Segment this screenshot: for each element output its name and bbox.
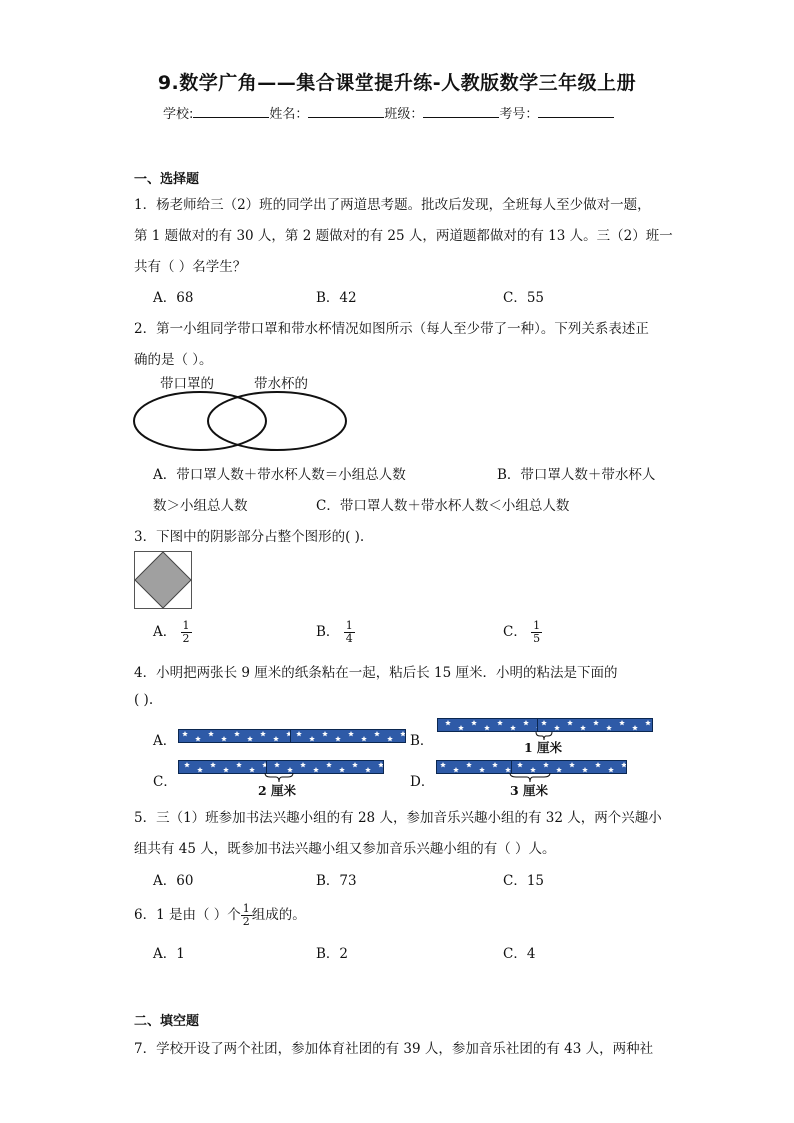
paper-strip <box>537 718 653 732</box>
question-6-option-c[interactable]: C．4 <box>503 946 536 962</box>
question-4-option-b[interactable]: B． <box>410 733 434 749</box>
star-icon <box>208 731 214 736</box>
question-4-option-c[interactable]: C． <box>153 774 177 790</box>
star-icon <box>326 762 332 767</box>
star-icon <box>387 736 393 741</box>
fraction-one-half: $\frac{1}{2}$ <box>242 902 250 928</box>
question-2-line-2: 确的是（ ）。 <box>134 352 213 368</box>
question-1-option-b[interactable]: B．42 <box>316 290 357 306</box>
question-2-option-a[interactable]: A．带口罩人数＋带水杯人数＝小组总人数 <box>153 467 406 483</box>
star-icon <box>300 762 306 767</box>
number-blank[interactable] <box>538 105 614 118</box>
star-icon <box>445 720 451 725</box>
star-icon <box>374 731 380 736</box>
question-1-option-c[interactable]: C．55 <box>503 290 545 306</box>
star-icon <box>234 731 240 736</box>
question-5-option-a[interactable]: A．60 <box>153 873 194 889</box>
star-icon <box>400 731 406 736</box>
venn-ellipse-mask <box>134 392 266 450</box>
star-icon <box>621 762 627 767</box>
question-4-line-1: 4．小明把两张长 9 厘米的纸条粘在一起，粘后长 15 厘米．小明的粘法是下面的 <box>134 665 618 681</box>
student-info-line <box>163 103 614 122</box>
paper-strip <box>178 729 292 743</box>
question-4-option-a[interactable]: A． <box>153 733 177 749</box>
option-c-label: C． <box>503 624 527 640</box>
overlap-label-d: 3 厘米 <box>510 783 549 798</box>
star-icon <box>195 736 201 741</box>
question-6-line-1 <box>134 903 306 928</box>
question-6-text-post: 组成的。 <box>251 907 306 923</box>
paper-strip <box>290 729 406 743</box>
question-3-line-1: 3．下图中的阴影部分占整个图形的( ). <box>134 529 365 545</box>
star-icon <box>339 767 345 772</box>
option-a-label: A． <box>153 624 177 640</box>
shaded-square-figure <box>134 551 192 609</box>
page-title: 9.数学广角——集合课堂提升练-人教版数学三年级上册 <box>157 72 637 94</box>
question-1-line-1: 1．杨老师给三（2）班的同学出了两道思考题。批改后发现，全班每人至少做对一题， <box>134 197 651 213</box>
star-icon <box>484 725 490 730</box>
school-label: 学校: <box>163 107 194 122</box>
star-icon <box>348 731 354 736</box>
star-icon <box>595 762 601 767</box>
star-icon <box>273 736 279 741</box>
star-icon <box>543 762 549 767</box>
star-icon <box>645 720 651 725</box>
star-icon <box>471 720 477 725</box>
question-4-option-d[interactable]: D． <box>410 774 435 790</box>
star-icon <box>221 736 227 741</box>
star-icon <box>580 725 586 730</box>
star-icon <box>582 767 588 772</box>
name-blank[interactable] <box>308 105 384 118</box>
star-icon <box>453 767 459 772</box>
section-heading-fill: 二、填空题 <box>134 1014 200 1029</box>
star-icon <box>197 767 203 772</box>
school-blank[interactable] <box>193 105 269 118</box>
question-1-option-a[interactable]: A．68 <box>153 290 194 306</box>
venn-ellipse-cup <box>208 392 346 450</box>
star-icon <box>479 767 485 772</box>
question-5-line-1: 5．三（1）班参加书法兴趣小组的有 28 人，参加音乐兴趣小组的有 32 人，两个兴趣小 <box>134 810 662 826</box>
star-icon <box>593 720 599 725</box>
question-6-text-pre: 6．1 是由（ ）个 <box>134 907 241 923</box>
question-6-option-a[interactable]: A．1 <box>153 946 185 962</box>
star-icon <box>466 762 472 767</box>
star-icon <box>569 762 575 767</box>
question-1-line-2: 第 1 题做对的有 30 人，第 2 题做对的有 25 人，两道题都做对的有 13 人。三（2）班一 <box>134 228 673 244</box>
question-5-option-c[interactable]: C．15 <box>503 873 545 889</box>
class-label: 班级： <box>384 107 424 122</box>
star-icon <box>223 767 229 772</box>
question-3-option-a[interactable] <box>153 620 192 645</box>
star-pattern <box>538 719 653 732</box>
star-icon <box>236 762 242 767</box>
star-icon <box>378 762 384 767</box>
star-icon <box>517 762 523 767</box>
star-icon <box>296 731 302 736</box>
star-icon <box>247 736 253 741</box>
star-icon <box>632 725 638 730</box>
star-icon <box>567 720 573 725</box>
question-1-line-3: 共有（ ）名学生？ <box>134 259 247 275</box>
star-icon <box>492 762 498 767</box>
star-icon <box>322 731 328 736</box>
overlap-label-b: 1 厘米 <box>524 740 563 755</box>
star-pattern <box>179 730 292 743</box>
star-icon <box>184 762 190 767</box>
star-icon <box>210 762 216 767</box>
fraction-one-half: $\frac{1}{2}$ <box>182 619 190 645</box>
star-icon <box>361 736 367 741</box>
question-2-option-b-part-2[interactable]: 数＞小组总人数 <box>153 498 248 514</box>
question-5-line-2: 组共有 45 人，既参加书法兴趣小组又参加音乐兴趣小组的有（ ）人。 <box>134 841 556 857</box>
star-icon <box>335 736 341 741</box>
star-icon <box>556 767 562 772</box>
venn-diagram <box>132 390 350 454</box>
star-icon <box>260 731 266 736</box>
class-blank[interactable] <box>423 105 499 118</box>
name-label: 姓名： <box>269 107 309 122</box>
question-2-option-c[interactable]: C．带口罩人数＋带水杯人数＜小组总人数 <box>316 498 570 514</box>
number-label: 考号： <box>499 107 539 122</box>
section-heading-choice: 一、选择题 <box>134 172 200 187</box>
star-icon <box>523 720 529 725</box>
star-icon <box>352 762 358 767</box>
question-5-option-b[interactable]: B．73 <box>316 873 357 889</box>
star-icon <box>497 720 503 725</box>
star-icon <box>249 767 255 772</box>
star-icon <box>554 725 560 730</box>
star-icon <box>510 725 516 730</box>
star-icon <box>309 736 315 741</box>
star-icon <box>458 725 464 730</box>
fraction-one-quarter: $\frac{1}{4}$ <box>345 619 353 645</box>
question-3-option-c[interactable] <box>503 620 542 645</box>
star-icon <box>274 762 280 767</box>
star-icon <box>619 720 625 725</box>
venn-label-cup: 带水杯的 <box>254 376 308 392</box>
question-2-option-b-part-1[interactable]: B．带口罩人数＋带水杯人 <box>497 467 656 483</box>
star-icon <box>541 720 547 725</box>
star-icon <box>365 767 371 772</box>
question-7-line-1: 7．学校开设了两个社团，参加体育社团的有 39 人，参加音乐社团的有 43 人，两种社 <box>134 1041 654 1057</box>
paper-strip <box>437 718 550 732</box>
question-3-option-b[interactable] <box>316 620 355 645</box>
question-4-line-2: ( ). <box>134 692 154 708</box>
star-icon <box>608 767 614 772</box>
star-icon <box>606 725 612 730</box>
star-icon <box>440 762 446 767</box>
overlap-label-c: 2 厘米 <box>258 783 297 798</box>
fraction-one-fifth: $\frac{1}{5}$ <box>533 619 541 645</box>
star-icon <box>313 767 319 772</box>
venn-label-mask: 带口罩的 <box>160 376 214 392</box>
question-6-option-b[interactable]: B．2 <box>316 946 349 962</box>
star-icon <box>182 731 188 736</box>
option-b-label: B． <box>316 624 340 640</box>
question-2-line-1: 2．第一小组同学带口罩和带水杯情况如图所示（每人至少带了一种）。下列关系表述正 <box>134 321 649 337</box>
star-pattern <box>291 730 406 743</box>
